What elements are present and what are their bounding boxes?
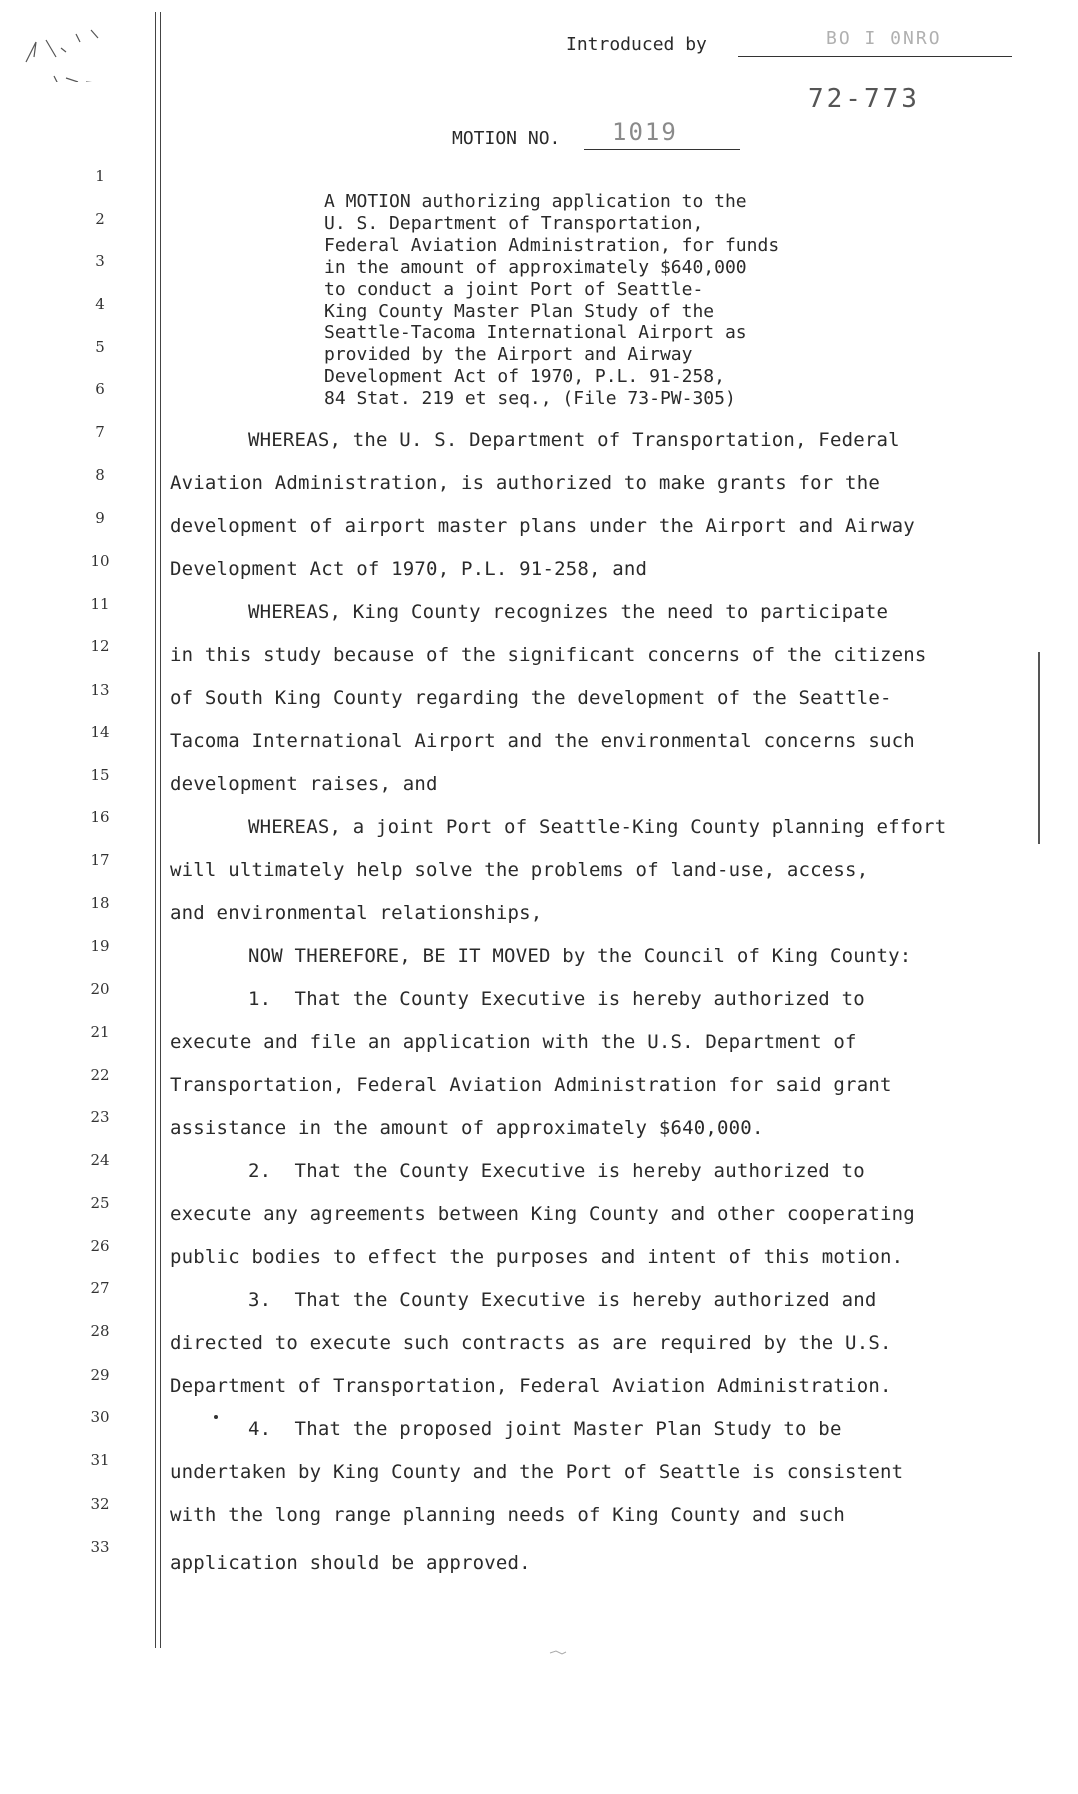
line-number: 33 bbox=[90, 1538, 110, 1556]
line-number: 23 bbox=[90, 1108, 110, 1126]
introduced-by-stamp: BO I 0NRO bbox=[826, 28, 942, 49]
body-line: in this study because of the significant concerns of the citizens bbox=[170, 644, 927, 666]
body-line: Transportation, Federal Aviation Administration for said grant bbox=[170, 1074, 892, 1096]
body-line: Tacoma International Airport and the environmental concerns such bbox=[170, 730, 915, 752]
line-number: 13 bbox=[90, 681, 110, 699]
line-number: 4 bbox=[95, 295, 105, 313]
line-number: 17 bbox=[90, 851, 110, 869]
line-number: 20 bbox=[90, 980, 110, 998]
summary-line: to conduct a joint Port of Seattle- bbox=[324, 278, 704, 300]
bottom-smudge-mark bbox=[548, 1648, 568, 1658]
summary-line: provided by the Airport and Airway bbox=[324, 344, 693, 366]
line-number: 7 bbox=[95, 423, 105, 441]
summary-line: Development Act of 1970, P.L. 91-258, bbox=[324, 366, 725, 388]
line-number: 18 bbox=[90, 894, 110, 912]
stray-dot-mark bbox=[214, 1415, 218, 1419]
line-number: 14 bbox=[90, 723, 110, 741]
summary-line: Federal Aviation Administration, for funds bbox=[324, 234, 780, 256]
body-line: execute any agreements between King County and other cooperating bbox=[170, 1203, 915, 1225]
body-line: 4. That the proposed joint Master Plan Study to be bbox=[248, 1418, 842, 1440]
introduced-by-underline bbox=[738, 56, 1012, 57]
introduced-by-label: Introduced by bbox=[566, 34, 707, 55]
line-number: 30 bbox=[90, 1408, 110, 1426]
line-number: 5 bbox=[95, 338, 105, 356]
line-number: 16 bbox=[90, 808, 110, 826]
body-line: of South King County regarding the development of the Seattle- bbox=[170, 687, 892, 709]
line-number: 21 bbox=[90, 1023, 110, 1041]
motion-summary bbox=[324, 191, 779, 410]
line-number: 10 bbox=[90, 552, 110, 570]
line-number: 12 bbox=[90, 637, 110, 655]
body-line: 1. That the County Executive is hereby authorized to bbox=[248, 988, 865, 1010]
line-number: 11 bbox=[90, 595, 110, 613]
line-number: 9 bbox=[95, 509, 105, 527]
line-number: 24 bbox=[90, 1151, 110, 1169]
file-number: 72-773 bbox=[808, 84, 920, 114]
summary-line: in the amount of approximately $640,000 bbox=[324, 256, 747, 278]
body-line: Department of Transportation, Federal Aviation Administration. bbox=[170, 1375, 892, 1397]
body-line: NOW THEREFORE, BE IT MOVED by the Council of King County: bbox=[248, 945, 912, 967]
body-line: WHEREAS, the U. S. Department of Transportation, Federal bbox=[248, 429, 900, 451]
body-line: Development Act of 1970, P.L. 91-258, and bbox=[170, 558, 648, 580]
body-line: execute and file an application with the U.S. Department of bbox=[170, 1031, 857, 1053]
left-margin-rule bbox=[155, 12, 156, 1648]
summary-line: King County Master Plan Study of the bbox=[324, 300, 715, 322]
line-number: 1 bbox=[95, 167, 105, 185]
line-number: 29 bbox=[90, 1366, 110, 1384]
line-number: 2 bbox=[95, 210, 105, 228]
left-margin-rule-inner bbox=[160, 12, 161, 1648]
body-line: and environmental relationships, bbox=[170, 902, 543, 924]
motion-number-underline bbox=[584, 149, 740, 150]
line-number: 26 bbox=[90, 1237, 110, 1255]
motion-number-label: MOTION NO. bbox=[452, 128, 561, 149]
body-line: 2. That the County Executive is hereby authorized to bbox=[248, 1160, 865, 1182]
body-line: undertaken by King County and the Port of Seattle is consistent bbox=[170, 1461, 904, 1483]
line-number: 22 bbox=[90, 1066, 110, 1084]
body-line: Aviation Administration, is authorized to make grants for the bbox=[170, 472, 880, 494]
line-number: 15 bbox=[90, 766, 110, 784]
line-number: 19 bbox=[90, 937, 110, 955]
summary-line: U. S. Department of Transportation, bbox=[324, 212, 704, 234]
line-number: 31 bbox=[90, 1451, 110, 1469]
body-line: 3. That the County Executive is hereby authorized and bbox=[248, 1289, 877, 1311]
body-line: assistance in the amount of approximately $640,000. bbox=[170, 1117, 764, 1139]
line-number: 8 bbox=[95, 466, 105, 484]
body-line: development raises, and bbox=[170, 773, 438, 795]
body-line: WHEREAS, a joint Port of Seattle-King County planning effort bbox=[248, 816, 947, 838]
body-line: will ultimately help solve the problems of land-use, access, bbox=[170, 859, 869, 881]
motion-number-stamp: 1019 bbox=[612, 118, 678, 146]
summary-line: 84 Stat. 219 et seq., (File 73-PW-305) bbox=[324, 388, 736, 410]
summary-line: Seattle-Tacoma International Airport as bbox=[324, 322, 747, 344]
right-margin-bracket bbox=[1038, 652, 1040, 844]
body-line: application should be approved. bbox=[170, 1552, 531, 1574]
body-line: public bodies to effect the purposes and intent of this motion. bbox=[170, 1246, 904, 1268]
line-number: 32 bbox=[90, 1495, 110, 1513]
line-number: 6 bbox=[95, 380, 105, 398]
body-line: development of airport master plans under the Airport and Airway bbox=[170, 515, 915, 537]
line-number: 28 bbox=[90, 1322, 110, 1340]
body-line: with the long range planning needs of King County and such bbox=[170, 1504, 846, 1526]
line-number: 27 bbox=[90, 1279, 110, 1297]
line-number: 25 bbox=[90, 1194, 110, 1212]
body-line: WHEREAS, King County recognizes the need to participate bbox=[248, 601, 889, 623]
body-line: directed to execute such contracts as are required by the U.S. bbox=[170, 1332, 892, 1354]
corner-scribble-mark bbox=[6, 12, 126, 82]
line-number: 3 bbox=[95, 252, 105, 270]
summary-line: A MOTION authorizing application to the bbox=[324, 191, 747, 212]
